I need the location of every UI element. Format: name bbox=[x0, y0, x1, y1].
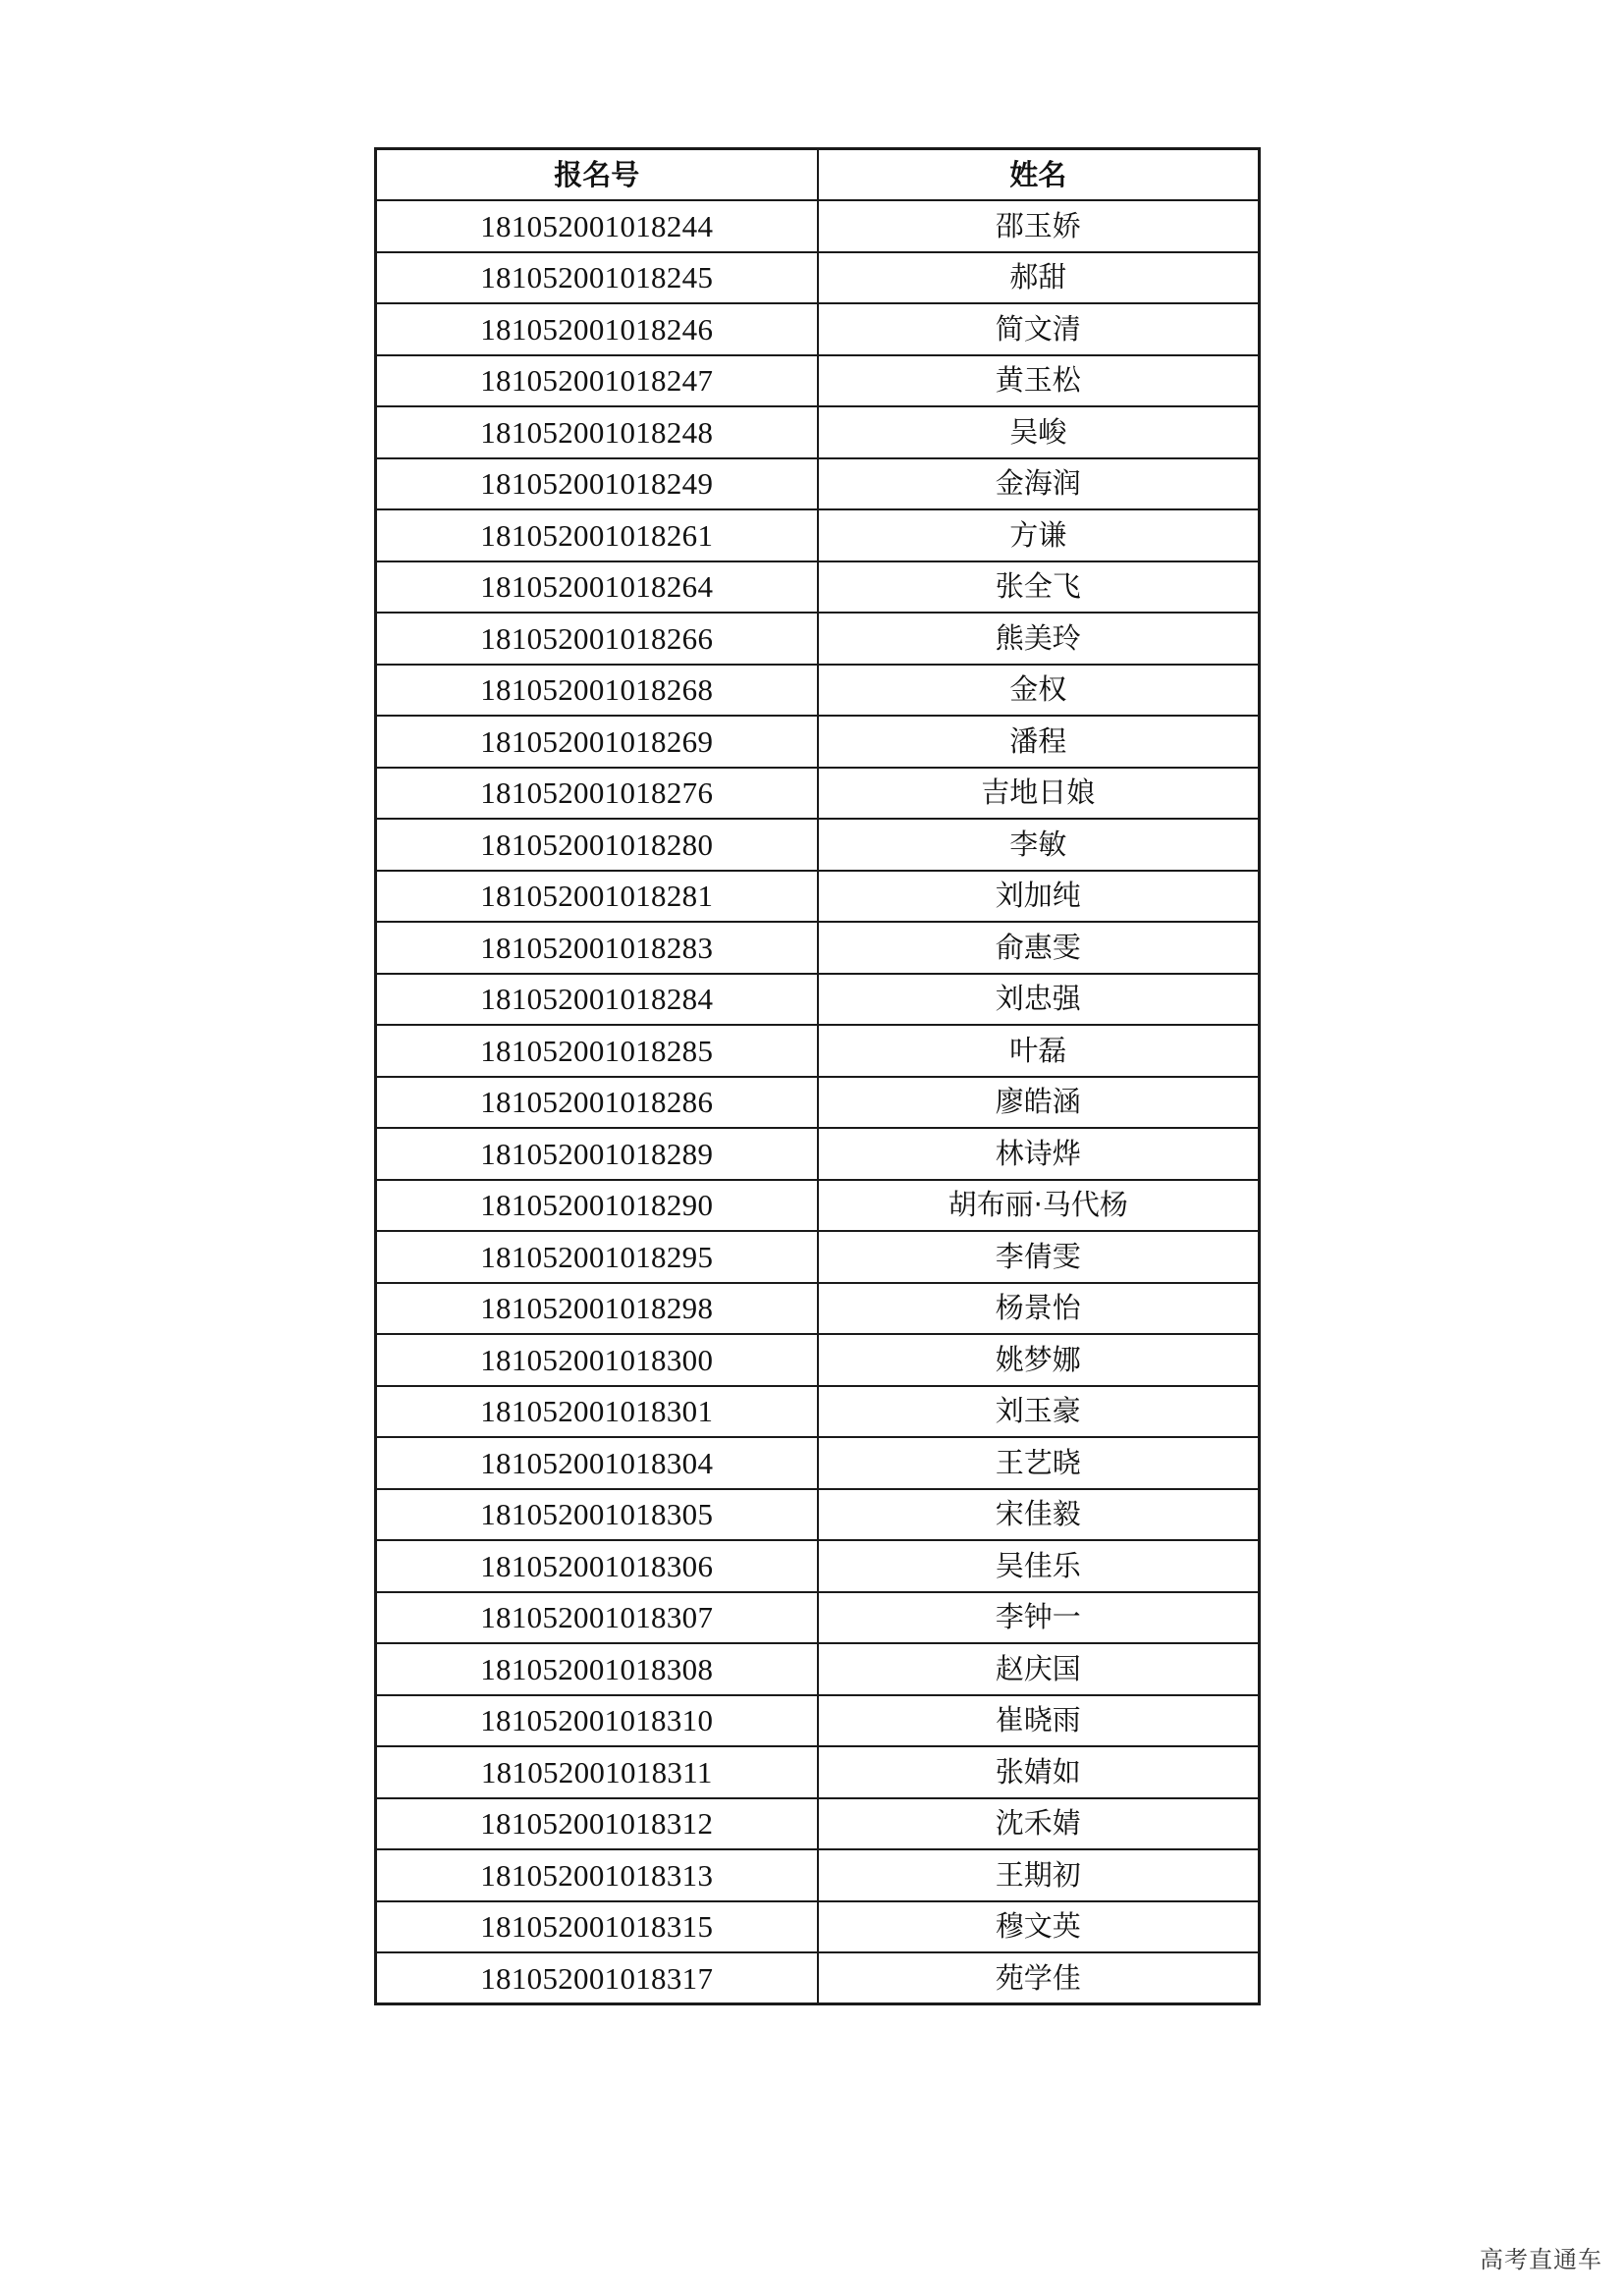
name-cell: 姚梦娜 bbox=[818, 1334, 1260, 1386]
table-row bbox=[376, 1025, 1260, 1077]
registration-number-cell: 181052001018244 bbox=[376, 200, 818, 252]
registration-number-cell: 181052001018310 bbox=[376, 1695, 818, 1747]
name-cell: 廖皓涵 bbox=[818, 1077, 1260, 1129]
registration-number-cell: 181052001018298 bbox=[376, 1283, 818, 1335]
table-row bbox=[376, 1952, 1260, 2004]
table-row bbox=[376, 561, 1260, 614]
table-row bbox=[376, 1231, 1260, 1283]
registration-number-cell: 181052001018315 bbox=[376, 1901, 818, 1953]
registration-number-cell: 181052001018300 bbox=[376, 1334, 818, 1386]
table-row bbox=[376, 1643, 1260, 1695]
watermark-text: 高考直通车 bbox=[1480, 2246, 1602, 2273]
name-cell: 方谦 bbox=[818, 509, 1260, 561]
name-cell: 金海润 bbox=[818, 458, 1260, 510]
name-cell: 宋佳毅 bbox=[818, 1489, 1260, 1541]
roster-table-body bbox=[376, 200, 1260, 2004]
table-row bbox=[376, 1746, 1260, 1798]
table-row bbox=[376, 1592, 1260, 1644]
registration-number-cell: 181052001018304 bbox=[376, 1437, 818, 1489]
name-cell: 胡布丽·马代杨 bbox=[818, 1180, 1260, 1232]
registration-number-cell: 181052001018280 bbox=[376, 819, 818, 871]
table-row bbox=[376, 665, 1260, 717]
table-row bbox=[376, 1386, 1260, 1438]
registration-number-cell: 181052001018283 bbox=[376, 922, 818, 974]
registration-number-cell: 181052001018289 bbox=[376, 1128, 818, 1180]
table-row bbox=[376, 1798, 1260, 1850]
name-cell: 刘玉豪 bbox=[818, 1386, 1260, 1438]
table-row bbox=[376, 871, 1260, 923]
table-row bbox=[376, 1540, 1260, 1592]
name-cell: 杨景怡 bbox=[818, 1283, 1260, 1335]
table-row bbox=[376, 922, 1260, 974]
table-row bbox=[376, 1695, 1260, 1747]
registration-number-cell: 181052001018290 bbox=[376, 1180, 818, 1232]
registration-number-cell: 181052001018249 bbox=[376, 458, 818, 510]
table-header-row bbox=[376, 149, 1260, 201]
name-cell: 王期初 bbox=[818, 1849, 1260, 1901]
name-cell: 沈禾婧 bbox=[818, 1798, 1260, 1850]
table-row bbox=[376, 1283, 1260, 1335]
registration-number-cell: 181052001018306 bbox=[376, 1540, 818, 1592]
name-cell: 俞惠雯 bbox=[818, 922, 1260, 974]
name-cell: 叶磊 bbox=[818, 1025, 1260, 1077]
name-cell: 黄玉松 bbox=[818, 355, 1260, 407]
table-row bbox=[376, 509, 1260, 561]
table-row bbox=[376, 1489, 1260, 1541]
table-row bbox=[376, 819, 1260, 871]
table-row bbox=[376, 613, 1260, 665]
table-row bbox=[376, 768, 1260, 820]
table-row bbox=[376, 1128, 1260, 1180]
registration-number-cell: 181052001018307 bbox=[376, 1592, 818, 1644]
registration-number-cell: 181052001018268 bbox=[376, 665, 818, 717]
name-cell: 刘忠强 bbox=[818, 974, 1260, 1026]
table-row bbox=[376, 406, 1260, 458]
roster-table-container bbox=[374, 147, 1258, 2005]
name-cell: 崔晓雨 bbox=[818, 1695, 1260, 1747]
registration-number-cell: 181052001018276 bbox=[376, 768, 818, 820]
name-cell: 王艺晓 bbox=[818, 1437, 1260, 1489]
name-cell: 穆文英 bbox=[818, 1901, 1260, 1953]
name-cell: 吉地日娘 bbox=[818, 768, 1260, 820]
registration-number-cell: 181052001018313 bbox=[376, 1849, 818, 1901]
table-row bbox=[376, 200, 1260, 252]
name-cell: 金权 bbox=[818, 665, 1260, 717]
registration-number-cell: 181052001018312 bbox=[376, 1798, 818, 1850]
table-row bbox=[376, 458, 1260, 510]
name-cell: 熊美玲 bbox=[818, 613, 1260, 665]
registration-number-cell: 181052001018301 bbox=[376, 1386, 818, 1438]
name-cell: 张婧如 bbox=[818, 1746, 1260, 1798]
name-cell: 吴峻 bbox=[818, 406, 1260, 458]
name-cell: 邵玉娇 bbox=[818, 200, 1260, 252]
name-cell: 简文清 bbox=[818, 303, 1260, 355]
table-row bbox=[376, 974, 1260, 1026]
name-cell: 张全飞 bbox=[818, 561, 1260, 614]
registration-number-cell: 181052001018308 bbox=[376, 1643, 818, 1695]
registration-number-cell: 181052001018305 bbox=[376, 1489, 818, 1541]
name-cell: 郝甜 bbox=[818, 252, 1260, 304]
registration-number-cell: 181052001018285 bbox=[376, 1025, 818, 1077]
roster-table bbox=[374, 147, 1261, 2005]
registration-number-cell: 181052001018295 bbox=[376, 1231, 818, 1283]
table-row bbox=[376, 355, 1260, 407]
registration-number-cell: 181052001018261 bbox=[376, 509, 818, 561]
table-row bbox=[376, 1901, 1260, 1953]
table-row bbox=[376, 1334, 1260, 1386]
registration-number-cell: 181052001018247 bbox=[376, 355, 818, 407]
name-cell: 赵庆国 bbox=[818, 1643, 1260, 1695]
registration-number-cell: 181052001018264 bbox=[376, 561, 818, 614]
registration-number-cell: 181052001018284 bbox=[376, 974, 818, 1026]
registration-number-cell: 181052001018246 bbox=[376, 303, 818, 355]
registration-number-cell: 181052001018281 bbox=[376, 871, 818, 923]
table-row bbox=[376, 1077, 1260, 1129]
table-row bbox=[376, 1849, 1260, 1901]
column-header-registration-number: 报名号 bbox=[376, 149, 818, 201]
name-cell: 李敏 bbox=[818, 819, 1260, 871]
table-row bbox=[376, 303, 1260, 355]
name-cell: 苑学佳 bbox=[818, 1952, 1260, 2004]
registration-number-cell: 181052001018286 bbox=[376, 1077, 818, 1129]
registration-number-cell: 181052001018311 bbox=[376, 1746, 818, 1798]
table-row bbox=[376, 716, 1260, 768]
registration-number-cell: 181052001018317 bbox=[376, 1952, 818, 2004]
name-cell: 李钟一 bbox=[818, 1592, 1260, 1644]
registration-number-cell: 181052001018248 bbox=[376, 406, 818, 458]
registration-number-cell: 181052001018269 bbox=[376, 716, 818, 768]
name-cell: 潘程 bbox=[818, 716, 1260, 768]
name-cell: 吴佳乐 bbox=[818, 1540, 1260, 1592]
name-cell: 李倩雯 bbox=[818, 1231, 1260, 1283]
name-cell: 林诗烨 bbox=[818, 1128, 1260, 1180]
name-cell: 刘加纯 bbox=[818, 871, 1260, 923]
registration-number-cell: 181052001018266 bbox=[376, 613, 818, 665]
table-row bbox=[376, 1437, 1260, 1489]
column-header-name: 姓名 bbox=[818, 149, 1260, 201]
table-row bbox=[376, 252, 1260, 304]
table-row bbox=[376, 1180, 1260, 1232]
registration-number-cell: 181052001018245 bbox=[376, 252, 818, 304]
